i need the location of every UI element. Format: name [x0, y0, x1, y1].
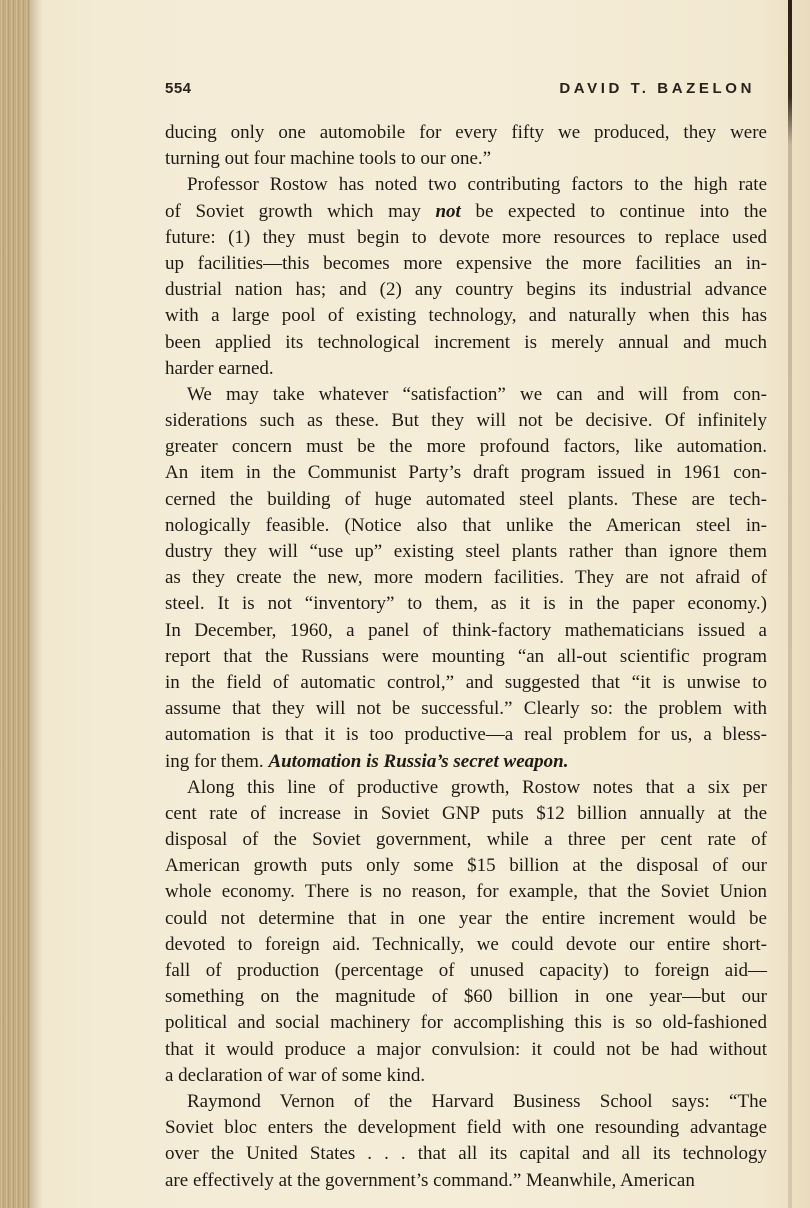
text-line	[165, 618, 767, 644]
text-run: in the field of automatic control,” and suggested that “it is unwise to	[165, 671, 767, 693]
gutter-shadow	[788, 0, 792, 1208]
text-run: Along this line of productive growth, Rostow notes that a six per	[187, 776, 767, 798]
text-line	[165, 303, 767, 329]
text-run: fall of production (percentage of unused capacity) to foreign aid—	[165, 960, 767, 981]
text-run: over the United States . . . that all its capital and all its technology	[165, 1143, 767, 1165]
text-line	[165, 1141, 767, 1167]
text-line	[165, 225, 767, 251]
text-run: cent rate of increase in Soviet GNP puts $12 billion annually at the	[165, 802, 767, 824]
text-line	[165, 251, 767, 277]
text-run: In December, 1960, a panel of think-factory mathematicians issued a	[165, 619, 767, 641]
text-line	[165, 1089, 767, 1115]
text-line	[165, 801, 767, 827]
text-line	[165, 591, 767, 617]
text-run: of Soviet growth which may	[165, 200, 436, 222]
text-line	[165, 513, 767, 539]
page-header	[165, 80, 755, 104]
text-line	[165, 958, 767, 984]
text-line	[165, 408, 767, 434]
text-line	[165, 1010, 767, 1036]
text-run: report that the Russians were mounting “an all-out scientific program	[165, 645, 767, 667]
text-run: with a large pool of existing technology, and naturally when this has	[165, 305, 767, 327]
text-run: greater concern must be the more profound factors, like automation.	[165, 436, 767, 458]
text-line	[165, 330, 767, 356]
text-line	[165, 565, 767, 591]
text-line	[165, 172, 767, 198]
text-line	[165, 356, 767, 382]
text-line	[165, 434, 767, 460]
text-line	[165, 644, 767, 670]
text-run: American growth puts only some $15 billion at the disposal of our	[165, 855, 767, 877]
text-run: dustry they will “use up” existing steel plants rather than ignore them	[165, 541, 767, 562]
text-line	[165, 1115, 767, 1141]
text-line	[165, 120, 767, 146]
text-run: could not determine that in one year the entire increment would be	[165, 907, 767, 929]
text-run: future: (1) they must begin to devote more resources to replace used	[165, 226, 767, 248]
page-stack-edge	[0, 0, 30, 1208]
text-run: Soviet bloc enters the development field with one resounding advantage	[165, 1117, 767, 1139]
text-run: something on the magnitude of $60 billion in one year—but our	[165, 986, 767, 1008]
text-line	[165, 199, 767, 225]
text-run: siderations such as these. But they will not be decisive. Of infinitely	[165, 410, 767, 432]
text-line	[165, 722, 767, 748]
text-run: that it would produce a major convulsion: it could not be had without	[165, 1038, 767, 1060]
text-line	[165, 906, 767, 932]
text-line	[165, 879, 767, 905]
text-line	[165, 827, 767, 853]
text-run: cerned the building of huge automated steel plants. These are tech-	[165, 488, 767, 510]
text-run: be expected to continue into the	[460, 200, 768, 222]
text-line	[165, 146, 767, 172]
text-line	[165, 382, 767, 408]
italic-emphasis: not	[435, 200, 461, 222]
text-run: devoted to foreign aid. Technically, we could devote our entire short-	[165, 933, 767, 955]
text-line	[165, 932, 767, 958]
text-run: a declaration of war of some kind.	[165, 1064, 426, 1086]
text-line	[165, 539, 767, 565]
text-line	[165, 670, 767, 696]
text-run: are effectively at the government’s command.” Meanwhile, American	[165, 1169, 695, 1191]
text-run: We may take whatever “satisfaction” we can and will from con-	[187, 383, 767, 405]
text-run: whole economy. There is no reason, for example, that the Soviet Union	[165, 881, 767, 903]
text-run: up facilities—this becomes more expensive the more facilities an in-	[165, 252, 767, 274]
text-run: as they create the new, more modern facilities. They are not afraid of	[165, 567, 767, 589]
text-line	[165, 277, 767, 303]
text-run: harder earned.	[165, 357, 274, 379]
text-line	[165, 775, 767, 801]
body-text	[165, 120, 767, 1194]
text-run: political and social machinery for accomplishing this is so old-fashioned	[165, 1012, 767, 1034]
text-line	[165, 696, 767, 722]
text-run: been applied its technological increment is merely annual and much	[165, 331, 767, 353]
text-line	[165, 487, 767, 513]
text-run: assume that they will not be successful.” Clearly so: the problem with	[165, 698, 767, 720]
text-line	[165, 853, 767, 879]
text-run: ing for them.	[165, 750, 269, 772]
text-line	[165, 460, 767, 486]
page-number: 554	[165, 80, 192, 97]
text-run: disposal of the Soviet government, while a three per cent rate of	[165, 829, 767, 851]
text-run: nologically feasible. (Notice also that unlike the American steel in-	[165, 514, 767, 536]
text-run: ducing only one automobile for every fifty we produced, they were	[165, 122, 767, 143]
text-line	[165, 749, 767, 775]
running-head: DAVID T. BAZELON	[559, 80, 755, 97]
text-run: dustrial nation has; and (2) any country begins its industrial advance	[165, 279, 767, 301]
text-line	[165, 1168, 767, 1194]
text-run: An item in the Communist Party’s draft program issued in 1961 con-	[165, 462, 767, 484]
italic-emphasis: Automation is Russia’s secret weapon.	[268, 750, 569, 772]
text-run: steel. It is not “inventory” to them, as it is in the paper economy.)	[165, 593, 767, 615]
text-run: automation is that it is too productive—a real problem for us, a bless-	[165, 724, 767, 746]
text-line	[165, 1063, 767, 1089]
text-run: Professor Rostow has noted two contributing factors to the high rate	[187, 174, 767, 196]
text-line	[165, 1037, 767, 1063]
text-run: Raymond Vernon of the Harvard Business School says: “The	[187, 1090, 767, 1112]
text-line	[165, 984, 767, 1010]
text-run: turning out four machine tools to our one.”	[165, 148, 492, 170]
